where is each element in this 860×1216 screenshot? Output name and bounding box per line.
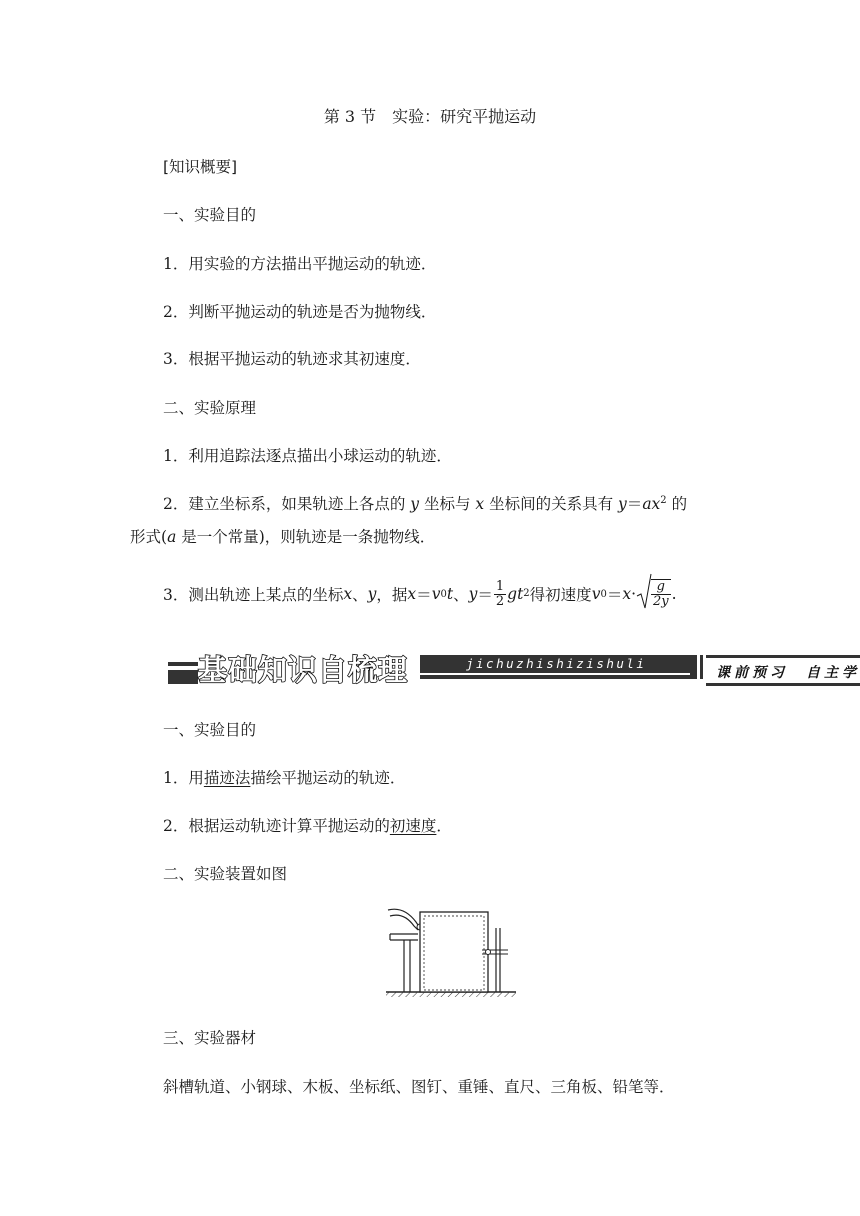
fraction-one-half: $\frac{1}{2}$	[495, 578, 505, 609]
purpose-item-3: 3．根据平抛运动的轨迹求其初速度．	[163, 350, 421, 368]
purpose-item-1: 1．用实验的方法描出平抛运动的轨迹．	[163, 255, 437, 273]
preview-purpose-item-2: 2．根据运动轨迹计算平抛运动的初速度．	[163, 817, 452, 835]
principle-item-1: 1．利用追踪法逐点描出小球运动的轨迹．	[163, 447, 452, 465]
sqrt-fraction: $\frac{g}{2y}$	[653, 579, 669, 609]
preview-purpose-item-1: 1．用描迹法描绘平抛运动的轨迹．	[163, 769, 406, 787]
preview-purpose-heading: 一、实验目的	[163, 721, 257, 739]
principle-heading: 二、实验原理	[163, 399, 257, 417]
materials-heading: 三、实验器材	[163, 1029, 257, 1047]
materials-text: 斜槽轨道、小钢球、木板、坐标纸、图钉、重锤、直尺、三角板、铅笔等．	[163, 1078, 675, 1096]
overview-tag: [知识概要]	[163, 158, 238, 176]
purpose-heading: 一、实验目的	[163, 206, 257, 224]
banner-pinyin: jichuzhishizishuli	[466, 656, 647, 671]
principle-item-3: 3．测出轨迹上某点的坐标 x 、 y ，据 x ＝ v 0 t 、 y ＝ $\frac{1}{2}$ gt 2 得初速度 v 0 ＝ x · $\frac{g}{2y}$ .	[163, 572, 677, 616]
banner-title: 基础知识自梳理	[198, 653, 409, 687]
banner-right: 课前预习 自主学	[716, 665, 860, 681]
sqrt-sign	[636, 572, 652, 616]
apparatus-diagram	[382, 900, 520, 1000]
purpose-item-2: 2．判断平抛运动的轨迹是否为抛物线．	[163, 303, 437, 321]
section-banner	[168, 650, 860, 686]
apparatus-heading: 二、实验装置如图	[163, 865, 288, 883]
page-title: 第 3 节 实验：研究平抛运动	[323, 107, 537, 126]
principle-item-2-line-2: 形式(a 是一个常量)，则轨迹是一条抛物线．	[130, 528, 436, 546]
principle-item-2-line-1: 2．建立坐标系，如果轨迹上各点的 y 坐标与 x 坐标间的关系具有 $y=ax^2$ 的	[163, 494, 688, 513]
